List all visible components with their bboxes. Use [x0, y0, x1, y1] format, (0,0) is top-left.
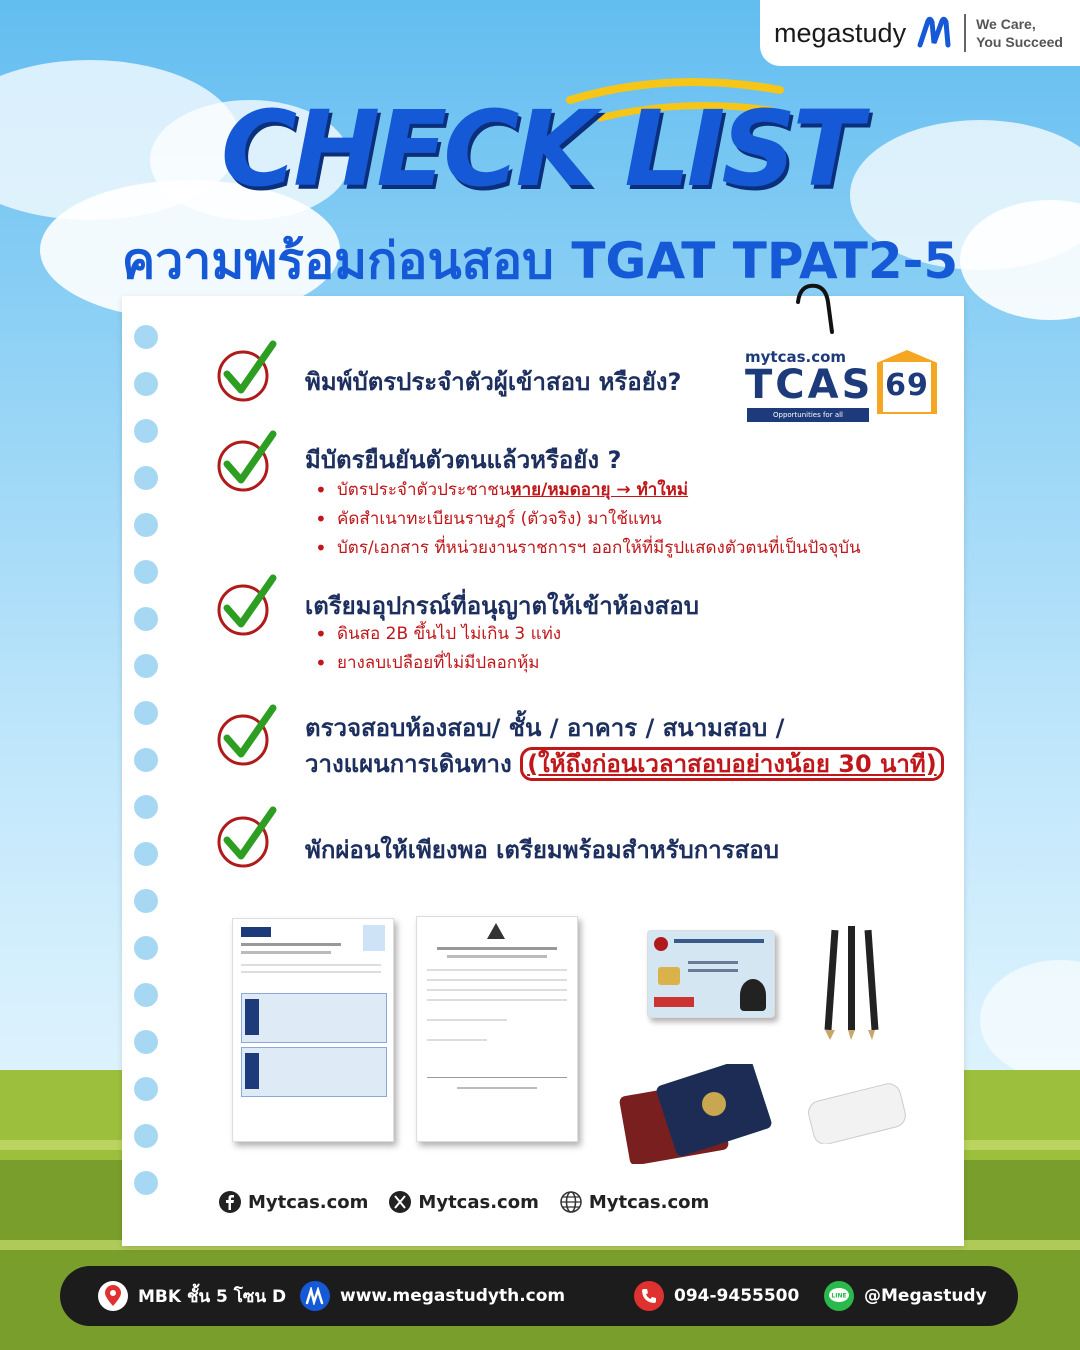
- paper-hole: [134, 1124, 158, 1148]
- contact-footer: [60, 1266, 1018, 1326]
- bullet-text: บัตรประจำตัวประชาชน: [337, 480, 511, 500]
- paper-hook-icon: [790, 282, 850, 342]
- checkmark-icon: [215, 428, 283, 496]
- location-text: MBK ชั้น 5 โซน D: [138, 1286, 287, 1307]
- globe-icon: [559, 1190, 583, 1214]
- paper-hole: [134, 372, 158, 396]
- brand-tagline: We Care, You Succeed: [976, 16, 1063, 50]
- bullet-highlight: หาย/หมดอายุ → ทำใหม่: [510, 480, 689, 500]
- social-links: [218, 1190, 709, 1214]
- brand-header: [760, 0, 1080, 66]
- eraser-image: [802, 1082, 912, 1144]
- megastudy-logo-icon: [300, 1281, 330, 1311]
- checkmark-icon: [215, 338, 283, 406]
- paper-hole: [134, 701, 158, 725]
- list-item: • บัตร/เอกสาร ที่หน่วยงานราชการฯ ออกให้ที่มีรูปแสดงตัวตนที่เป็นปัจจุบัน: [315, 534, 861, 563]
- social-link-x[interactable]: [388, 1190, 538, 1214]
- paper-hole: [134, 513, 158, 537]
- location-pin-icon: [98, 1281, 128, 1311]
- line2-text: วางแผนการเดินทาง: [305, 750, 512, 778]
- exam-admission-card-image: [232, 918, 394, 1142]
- social-label: Mytcas.com: [588, 1191, 710, 1213]
- paper-hole: [134, 466, 158, 490]
- checklist-item-line1: ตรวจสอบห้องสอบ/ ชั้น / อาคาร / สนามสอบ /: [305, 714, 785, 742]
- website-text: www.megastudyth.com: [340, 1286, 566, 1306]
- bullet-list: [315, 476, 861, 563]
- bullet-list: [315, 620, 561, 678]
- paper-hole: [134, 325, 158, 349]
- footer-phone[interactable]: [634, 1281, 799, 1311]
- pencils-image: [820, 922, 884, 1040]
- id-card-image: [647, 930, 775, 1018]
- social-label: Mytcas.com: [418, 1191, 539, 1213]
- phone-icon: [634, 1281, 664, 1311]
- paper-hole: [134, 419, 158, 443]
- checklist-item-line2: [305, 744, 944, 783]
- paper-hole: [134, 607, 158, 631]
- divider: [964, 14, 966, 52]
- social-link-facebook[interactable]: [218, 1190, 368, 1214]
- page-subtitle: ความพร้อมก่อนสอบ TGAT TPAT2-5: [121, 232, 959, 290]
- facebook-icon: [218, 1190, 242, 1214]
- footer-line[interactable]: [824, 1281, 987, 1311]
- tcas-logo: [745, 348, 945, 428]
- paper-hole: [134, 1171, 158, 1195]
- paper-hole: [134, 748, 158, 772]
- paper-hole: [134, 983, 158, 1007]
- list-item: • คัดสำเนาทะเบียนราษฎร์ (ตัวจริง) มาใช้แทน: [315, 505, 861, 534]
- list-item: • ดินสอ 2B ขึ้นไป ไม่เกิน 3 แท่ง: [315, 620, 561, 649]
- line-app-icon: [824, 1281, 854, 1311]
- paper-hole: [134, 560, 158, 584]
- paper-hole: [134, 1030, 158, 1054]
- line-text: @Megastudy: [864, 1286, 987, 1306]
- page-title: CHECK LIST: [220, 88, 860, 210]
- footer-website[interactable]: [300, 1281, 565, 1311]
- checkmark-icon: [215, 702, 283, 770]
- megastudy-logo-icon: [914, 13, 954, 53]
- brand-name: megastudy: [774, 17, 907, 48]
- svg-text:LINE: LINE: [831, 1292, 847, 1300]
- x-icon: [388, 1190, 412, 1214]
- social-label: Mytcas.com: [248, 1191, 369, 1213]
- tcas-site: mytcas.com: [745, 348, 847, 366]
- paper-hole: [134, 795, 158, 819]
- passport-image: [618, 1064, 774, 1164]
- checklist-item-text: มีบัตรยืนยันตัวตนแล้วหรือยัง ?: [305, 446, 622, 474]
- checkmark-icon: [215, 572, 283, 640]
- tcas-tagline: Opportunities for all: [747, 408, 869, 422]
- paper-hole: [134, 654, 158, 678]
- phone-text: 094-9455500: [674, 1286, 800, 1306]
- paper-hole: [134, 842, 158, 866]
- footer-location: [98, 1281, 286, 1311]
- tcas-number: 69: [885, 368, 929, 403]
- checklist-item-text: เตรียมอุปกรณ์ที่อนุญาตให้เข้าห้องสอบ: [305, 592, 699, 620]
- checkmark-icon: [215, 804, 283, 872]
- checklist-item-text: พักผ่อนให้เพียงพอ เตรียมพร้อมสำหรับการสอบ: [305, 836, 779, 864]
- social-link-website[interactable]: [559, 1190, 709, 1214]
- tcas-name: TCAS: [745, 362, 874, 408]
- civil-registration-document-image: [416, 916, 578, 1142]
- time-highlight: (ให้ถึงก่อนเวลาสอบอย่างน้อย 30 นาที): [520, 747, 944, 781]
- paper-hole: [134, 1077, 158, 1101]
- list-item: [315, 476, 861, 505]
- paper-hole: [134, 889, 158, 913]
- checklist-item-text: พิมพ์บัตรประจำตัวผู้เข้าสอบ หรือยัง?: [305, 368, 682, 396]
- paper-hole: [134, 936, 158, 960]
- list-item: • ยางลบเปลือยที่ไม่มีปลอกหุ้ม: [315, 649, 561, 678]
